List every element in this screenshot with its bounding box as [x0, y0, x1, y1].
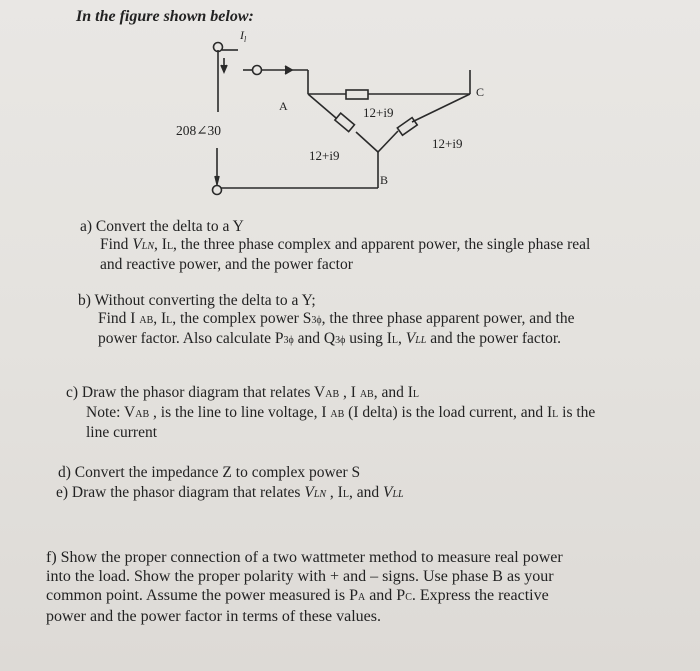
source-voltage-label: 208∠30 [176, 123, 222, 138]
question-a: a) Convert the delta to a Y Find VLN, IL, the three phase complex and apparent power, the single phase real and reactive power, and the power factor [80, 218, 591, 273]
question-e: e) Draw the phasor diagram that relates VLN , IL, and VLL [56, 484, 404, 501]
question-c: c) Draw the phasor diagram that relates VAB , I AB, and IL Note: VAB , is the line to line voltage, I AB (I delta) is the load current, and IL is the line current [66, 384, 596, 441]
question-f-label: f) [46, 549, 57, 566]
node-a-label: A [279, 99, 288, 113]
question-e-label: e) [56, 484, 69, 501]
bottom-terminal [213, 186, 222, 195]
question-c-label: c) [66, 384, 79, 401]
current-label: $I_l$ [240, 28, 247, 44]
question-b-label: b) [78, 292, 91, 309]
question-a-label: a) [80, 218, 93, 235]
impedance-right [397, 118, 417, 136]
impedance-left-label: 12+i9 [309, 148, 340, 163]
impedance-top [346, 90, 368, 99]
line-terminal-a [253, 66, 262, 75]
question-d: d) Convert the impedance Z to complex power S [58, 464, 361, 481]
circuit-diagram [0, 0, 700, 210]
current-arrow [285, 66, 292, 74]
question-b: b) Without converting the delta to a Y; Find I AB, IL, the complex power S3ϕ, the three phase apparent power, and the power factor. Also calculate P3ϕ and Q3ϕ using IL, VLL and the power factor. [78, 292, 575, 347]
problem-title: In the figure shown below: [76, 8, 254, 25]
impedance-right-label: 12+i9 [432, 136, 463, 151]
impedance-left [335, 113, 355, 131]
node-c-label: C [476, 85, 485, 99]
node-b-label: B [380, 173, 389, 187]
question-f: f) Show the proper connection of a two wattmeter method to measure real power into the load. Show the proper polarity with + and – signs. Use phase B as your common point. Assume the power measured is PA and PC. Express the reactive power and the power factor in terms of these values. [46, 549, 563, 625]
question-d-label: d) [58, 464, 71, 481]
impedance-top-label: 12+i9 [363, 105, 394, 120]
